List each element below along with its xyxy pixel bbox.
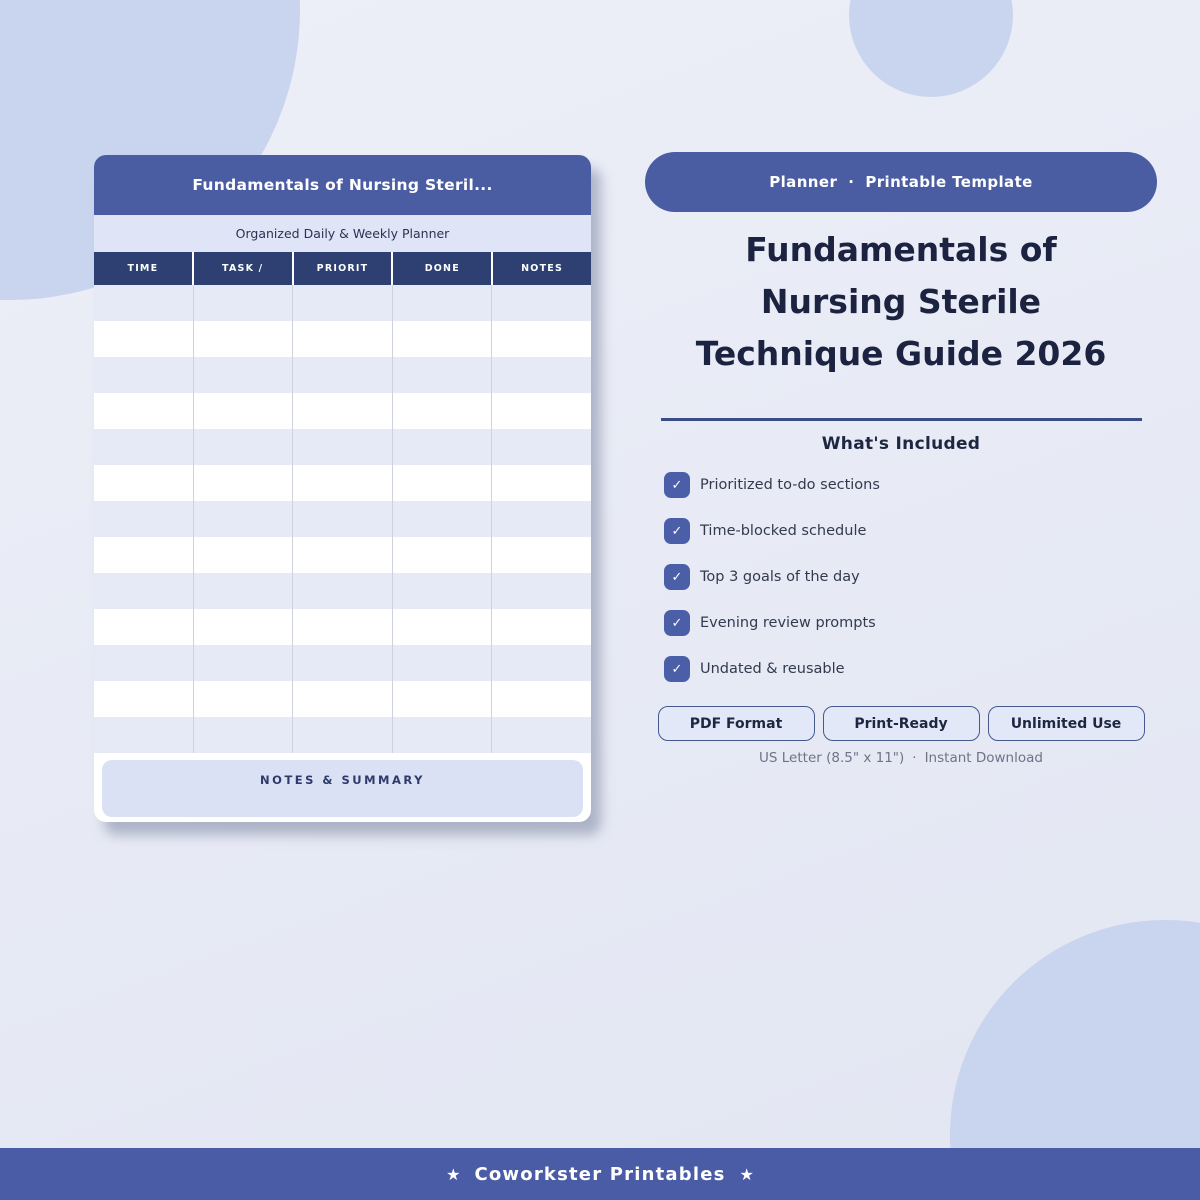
table-cell <box>393 501 493 537</box>
table-cell <box>194 609 294 645</box>
table-cell <box>194 321 294 357</box>
product-details <box>645 152 1157 766</box>
planner-card-header <box>94 155 591 215</box>
table-row <box>94 429 591 465</box>
whats-included-heading: What's Included <box>821 434 981 454</box>
table-cell <box>194 717 294 753</box>
table-cell <box>393 429 493 465</box>
table-cell <box>293 393 393 429</box>
table-cell <box>393 393 493 429</box>
table-cell <box>94 393 194 429</box>
product-title-line: Fundamentals of <box>745 230 1057 269</box>
table-cell <box>393 573 493 609</box>
delivery-label: Instant Download <box>924 750 1043 766</box>
paper-size-label: US Letter (8.5" x 11") <box>759 750 905 766</box>
checklist-item <box>664 564 1157 590</box>
badge-type: Printable Template <box>865 173 1033 191</box>
table-row <box>94 717 591 753</box>
column-header: TASK / <box>194 252 294 285</box>
table-cell <box>393 537 493 573</box>
footer-bar <box>0 1148 1200 1200</box>
pdf-format-button[interactable]: PDF Format <box>658 706 815 741</box>
planner-table-body <box>94 285 591 753</box>
table-cell <box>94 357 194 393</box>
feature-buttons-row <box>645 706 1157 741</box>
table-cell <box>393 357 493 393</box>
table-cell <box>194 537 294 573</box>
table-cell <box>293 321 393 357</box>
table-cell <box>492 609 591 645</box>
table-cell <box>492 573 591 609</box>
checklist-item <box>664 610 1157 636</box>
table-cell <box>94 465 194 501</box>
table-cell <box>393 285 493 321</box>
table-cell <box>94 609 194 645</box>
table-cell <box>293 285 393 321</box>
table-cell <box>94 285 194 321</box>
table-cell <box>94 717 194 753</box>
footer-brand: Coworkster Printables <box>474 1163 726 1185</box>
checklist-item <box>664 518 1157 544</box>
table-row <box>94 609 591 645</box>
table-cell <box>293 609 393 645</box>
table-cell <box>293 465 393 501</box>
table-row <box>94 537 591 573</box>
table-cell <box>393 717 493 753</box>
table-cell <box>492 645 591 681</box>
divider <box>661 418 1142 421</box>
table-cell <box>492 501 591 537</box>
star-icon: ★ <box>446 1164 461 1184</box>
checklist-item-label: Prioritized to-do sections <box>700 477 880 493</box>
checkmark-icon: ✓ <box>664 656 690 682</box>
decorative-circle-top-right <box>849 0 1013 97</box>
format-meta <box>645 750 1157 766</box>
table-cell <box>293 717 393 753</box>
badge-separator-dot: · <box>848 173 855 191</box>
table-cell <box>293 357 393 393</box>
column-header: PRIORIT <box>294 252 394 285</box>
table-cell <box>492 357 591 393</box>
table-cell <box>492 681 591 717</box>
table-cell <box>492 537 591 573</box>
checklist-item-label: Undated & reusable <box>700 661 845 677</box>
print-ready-button[interactable]: Print-Ready <box>823 706 980 741</box>
table-cell <box>393 681 493 717</box>
checkmark-icon: ✓ <box>664 518 690 544</box>
table-row <box>94 645 591 681</box>
table-cell <box>194 645 294 681</box>
star-icon: ★ <box>739 1164 754 1184</box>
planner-card-title: Fundamentals of Nursing Steril... <box>192 176 493 194</box>
table-row <box>94 573 591 609</box>
column-header: NOTES <box>521 263 563 274</box>
product-title <box>645 224 1157 380</box>
checkmark-icon: ✓ <box>664 610 690 636</box>
checklist-item <box>664 656 1157 682</box>
table-cell <box>393 465 493 501</box>
meta-separator-dot: · <box>912 750 917 766</box>
table-cell <box>94 681 194 717</box>
table-cell <box>194 573 294 609</box>
table-cell <box>94 573 194 609</box>
table-cell <box>393 645 493 681</box>
table-cell <box>293 501 393 537</box>
checklist-item-label: Evening review prompts <box>700 615 876 631</box>
table-cell <box>293 429 393 465</box>
column-header: TIME <box>94 252 194 285</box>
table-cell <box>194 429 294 465</box>
table-cell <box>293 537 393 573</box>
table-cell <box>293 681 393 717</box>
notes-summary-label: NOTES & SUMMARY <box>260 773 425 787</box>
table-cell <box>492 429 591 465</box>
planner-preview-card <box>94 155 591 822</box>
table-row <box>94 393 591 429</box>
table-cell <box>194 357 294 393</box>
checklist-item-label: Top 3 goals of the day <box>700 569 860 585</box>
table-cell <box>194 681 294 717</box>
planner-card-subheader <box>94 215 591 252</box>
table-cell <box>492 393 591 429</box>
table-cell <box>492 285 591 321</box>
planner-card-subtitle: Organized Daily & Weekly Planner <box>235 226 450 241</box>
notes-summary-box <box>102 760 583 817</box>
checkmark-icon: ✓ <box>664 472 690 498</box>
table-row <box>94 681 591 717</box>
table-cell <box>94 321 194 357</box>
table-cell <box>194 393 294 429</box>
table-cell <box>94 645 194 681</box>
table-row <box>94 285 591 321</box>
table-cell <box>293 645 393 681</box>
included-checklist <box>664 472 1157 682</box>
badge-category: Planner <box>769 173 838 191</box>
table-cell <box>194 285 294 321</box>
column-header: DONE <box>393 252 493 285</box>
table-row <box>94 465 591 501</box>
table-cell <box>393 609 493 645</box>
table-cell <box>194 465 294 501</box>
product-title-line: Technique Guide 2026 <box>695 334 1107 373</box>
table-cell <box>194 501 294 537</box>
unlimited-use-button[interactable]: Unlimited Use <box>988 706 1145 741</box>
table-cell <box>94 429 194 465</box>
table-row <box>94 321 591 357</box>
table-cell <box>492 717 591 753</box>
table-row <box>94 501 591 537</box>
checklist-item <box>664 472 1157 498</box>
table-cell <box>94 537 194 573</box>
table-row <box>94 357 591 393</box>
table-cell <box>492 465 591 501</box>
checklist-item-label: Time-blocked schedule <box>700 523 867 539</box>
table-cell <box>94 501 194 537</box>
table-cell <box>393 321 493 357</box>
table-cell <box>492 321 591 357</box>
planner-table-header <box>94 252 591 285</box>
product-title-line: Nursing Sterile <box>760 282 1042 321</box>
table-cell <box>293 573 393 609</box>
checkmark-icon: ✓ <box>664 564 690 590</box>
category-badge <box>645 152 1157 212</box>
